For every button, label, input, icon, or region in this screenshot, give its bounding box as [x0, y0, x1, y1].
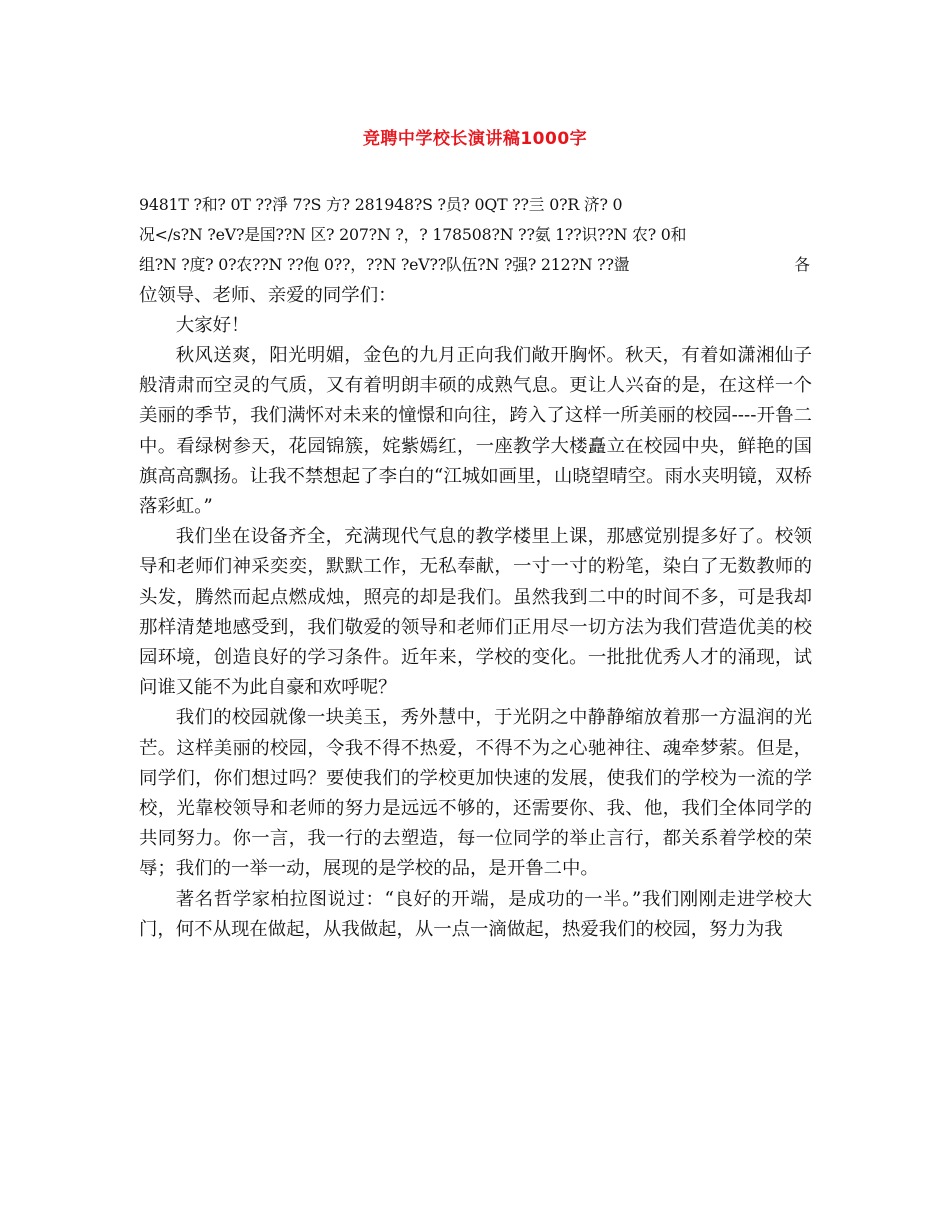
salutation: 位领导、老师、亲爱的同学们： [139, 284, 397, 306]
garbled-tail-char: 各 [794, 255, 810, 275]
garbled-line-3 [139, 250, 812, 280]
paragraph-3: 我们的校园就像一块美玉，秀外慧中，于光阴之中静静缩放着那一方温润的光芒。这样美丽的校园，令我不得不热爱，不得不为之心驰神往、魂牵梦萦。但是，同学们，你们想过吗？要使我们的学校更加快速的发展，使我们的学校为一流的学校，光靠校领导和老师的努力是远远不够的，还需要你、我、他，我们全体同学的共同努力。你一言，我一行的去塑造，每一位同学的举止言行，都关系着学校的荣辱；我们的一举一动，展现的是学校的品，是开鲁二中。 [139, 707, 812, 880]
document-body [139, 190, 812, 945]
paragraph-1: 秋风送爽，阳光明媚，金色的九月正向我们敞开胸怀。秋天，有着如潇湘仙子般清肃而空灵的气质，又有着明朗丰硕的成熟气息。更让人兴奋的是，在这样一个美丽的季节，我们满怀对未来的憧憬和向往，跨入了这样一所美丽的校园----开鲁二中。看绿树参天，花园锦簇，姹紫嫣红，一座教学大楼矗立在校园中央，鲜艳的国旗高高飘扬。让我不禁想起了李白的“江城如画里，山晓望晴空。雨水夹明镜，双桥落彩虹。” [139, 345, 812, 518]
greeting: 大家好！ [175, 314, 250, 336]
paragraph-4: 著名哲学家柏拉图说过：“良好的开端，是成功的一半。”我们刚刚走进学校大门，何不从现在做起，从我做起，从一点一滴做起，热爱我们的校园，努力为我 [139, 888, 812, 940]
document-title: 竞聘中学校长演讲稿1000字 [362, 129, 588, 149]
garbled-line-3-text: 组?N ?度? 0?农??N ??佨 0??，??N ?eV??队伍?N ?强? 212?N ??盪 [139, 255, 630, 275]
paragraph-2: 我们坐在设备齐全，充满现代气息的教学楼里上课，那感觉别提多好了。校领导和老师们神采奕奕，默默工作，无私奉献，一寸一寸的粉笔，染白了无数教师的头发，腾然而起点燃成烛，照亮的却是我们。虽然我到二中的时间不多，可是我却那样清楚地感受到，我们敬爱的领导和老师们正用尽一切方法为我们营造优美的校园环境，创造良好的学习条件。近年来，学校的变化。一批批优秀人才的涌现，试问谁又能不为此自豪和欢呼呢？ [139, 526, 812, 699]
garbled-line-1: 9481T ?和? 0T ??淨 7?S 方? 281948?S ?员? 0QT ??亖 0?R 济? 0 [139, 195, 623, 214]
garbled-line-2: 况</s?N ?eV?是国??N 区? 207?N ?，? 178508?N ??氨 1??识??N 农? 0和 [139, 225, 687, 245]
